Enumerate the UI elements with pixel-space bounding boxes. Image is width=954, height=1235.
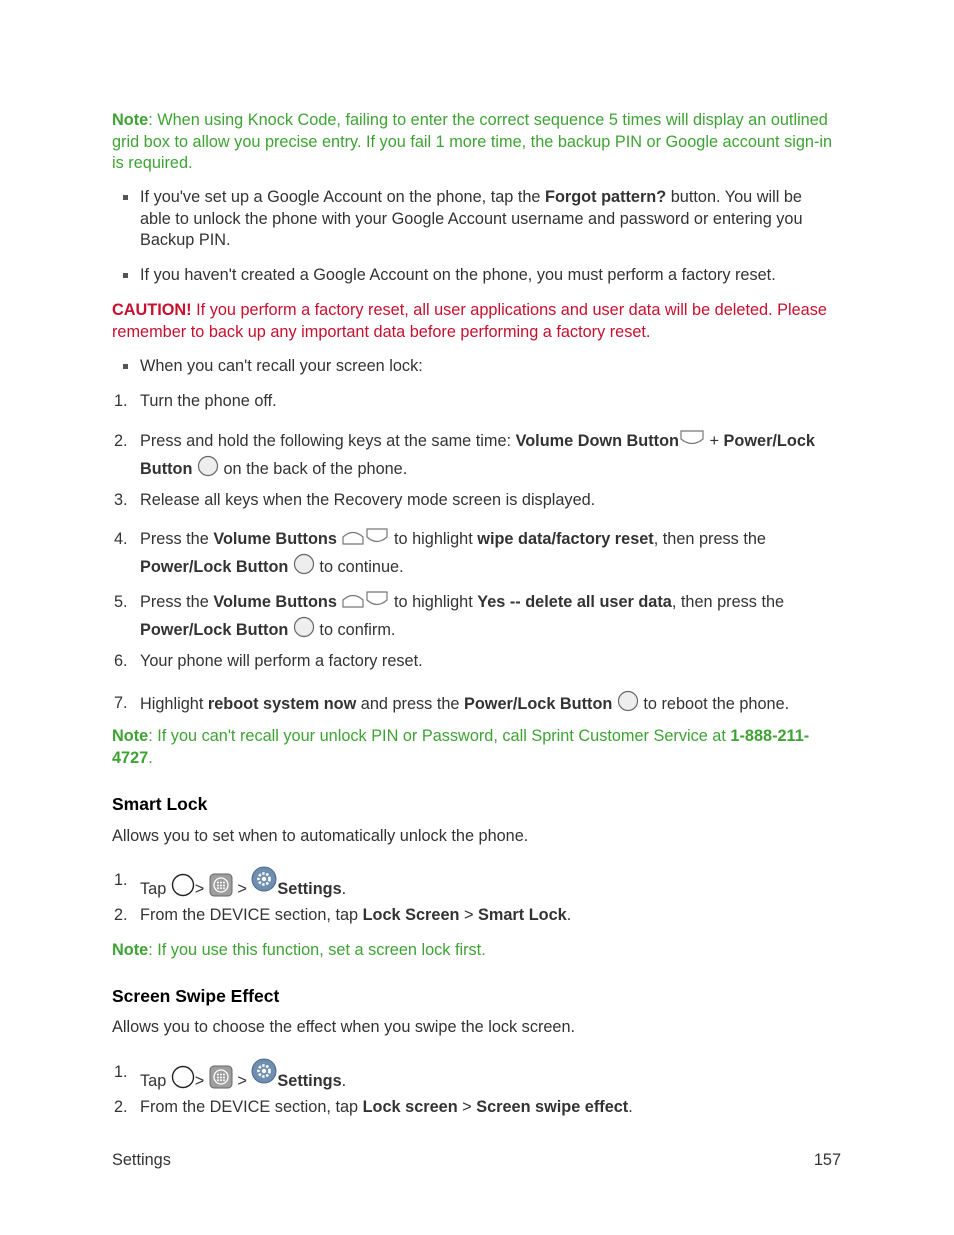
note-screen-lock-first [112, 940, 842, 962]
step-text: From the DEVICE section, tap Lock screen > Screen swipe effect. [140, 1098, 633, 1116]
step-number: 1. [114, 871, 128, 889]
step-text: Press the Volume Buttons to highlight wipe data/factory reset, then press the Power/Lock Button to continue. [140, 526, 834, 581]
note-knock-code [112, 110, 842, 175]
step-number: 2. [114, 432, 128, 450]
power-lock-button-icon [293, 616, 315, 638]
step-text: Tap > > Settings. [140, 1058, 834, 1095]
footer-section-name: Settings [112, 1151, 171, 1169]
list-item [123, 187, 823, 253]
note-text: : When using Knock Code, failing to enter the correct sequence 5 times will display an outlined grid box to allow you precise entry. If you fail 1 more time, the backup PIN or Google account sign-in is required. [112, 111, 833, 172]
step-text: Tap > > Settings. [140, 866, 834, 903]
step-number: 2. [114, 906, 128, 924]
step-number: 7. [114, 694, 128, 712]
phone-number: 1-888-211-4727 [112, 727, 810, 767]
step-text: Highlight reboot system now and press the Power/Lock Button to reboot the phone. [140, 690, 834, 718]
settings-gear-icon [251, 866, 277, 892]
apps-icon [209, 1065, 233, 1089]
volume-down-button-icon [365, 527, 389, 547]
bullet-text: If you haven't created a Google Account on the phone, you must perform a factory reset. [140, 266, 776, 284]
power-lock-button-icon [617, 690, 639, 712]
volume-down-button-icon [679, 429, 705, 449]
bullet-text: If you've set up a Google Account on the phone, tap the Forgot pattern? button. You will be able to unlock the phone with your Google Account username and password or entering you Backup PIN. [140, 188, 803, 249]
step-number: 2. [114, 1098, 128, 1116]
step-text: Turn the phone off. [140, 392, 277, 410]
note-label: Note [112, 941, 149, 959]
step-number: 4. [114, 530, 128, 548]
settings-gear-icon [251, 1058, 277, 1084]
list-item [123, 356, 823, 378]
note-customer-service: Note: If you can't recall your unlock PIN or Password, call Sprint Customer Service at 1-888-211-4727. [112, 727, 810, 767]
volume-up-button-icon [341, 527, 365, 547]
step-number: 3. [114, 491, 128, 509]
section-description: Allows you to choose the effect when you swipe the lock screen. [112, 1018, 576, 1036]
caution-label: CAUTION! [112, 301, 192, 319]
bullet-marker [123, 273, 128, 278]
section-heading-smart-lock: Smart Lock [112, 794, 208, 814]
list-item [123, 265, 823, 287]
section-description: Allows you to set when to automatically unlock the phone. [112, 827, 529, 845]
caution-text: If you perform a factory reset, all user applications and user data will be deleted. Please remember to back up any important data before performing a factory reset. [112, 301, 827, 341]
note-label: Note [112, 111, 149, 129]
caution-factory-reset [112, 300, 842, 343]
bullet-marker [123, 364, 128, 369]
step-text: Press the Volume Buttons to highlight Yes -- delete all user data, then press the Power/Lock Button to confirm. [140, 589, 834, 644]
step-text: Press and hold the following keys at the same time: Volume Down Button + Power/Lock Button on the back of the phone. [140, 428, 834, 483]
step-number: 5. [114, 593, 128, 611]
power-lock-button-icon [293, 553, 315, 575]
step-number: 6. [114, 652, 128, 670]
note-text: : If you use this function, set a screen lock first. [148, 941, 486, 959]
step-number: 1. [114, 1063, 128, 1081]
footer-page-number: 157 [813, 1151, 841, 1169]
home-icon [171, 1065, 195, 1089]
note-text: : If you can't recall your unlock PIN or Password, call Sprint Customer Service at [148, 727, 731, 745]
volume-down-button-icon [365, 590, 389, 610]
volume-up-button-icon [341, 590, 365, 610]
step-text: Release all keys when the Recovery mode screen is displayed. [140, 491, 596, 509]
step-text: From the DEVICE section, tap Lock Screen > Smart Lock. [140, 906, 572, 924]
section-heading-screen-swipe-effect: Screen Swipe Effect [112, 986, 280, 1006]
step-text: Your phone will perform a factory reset. [140, 652, 423, 670]
power-lock-button-icon [197, 455, 219, 477]
note-label: Note [112, 727, 149, 745]
step-number: 1. [114, 392, 128, 410]
bullet-text: When you can't recall your screen lock: [140, 357, 423, 375]
home-icon [171, 873, 195, 897]
bullet-marker [123, 195, 128, 200]
apps-icon [209, 873, 233, 897]
